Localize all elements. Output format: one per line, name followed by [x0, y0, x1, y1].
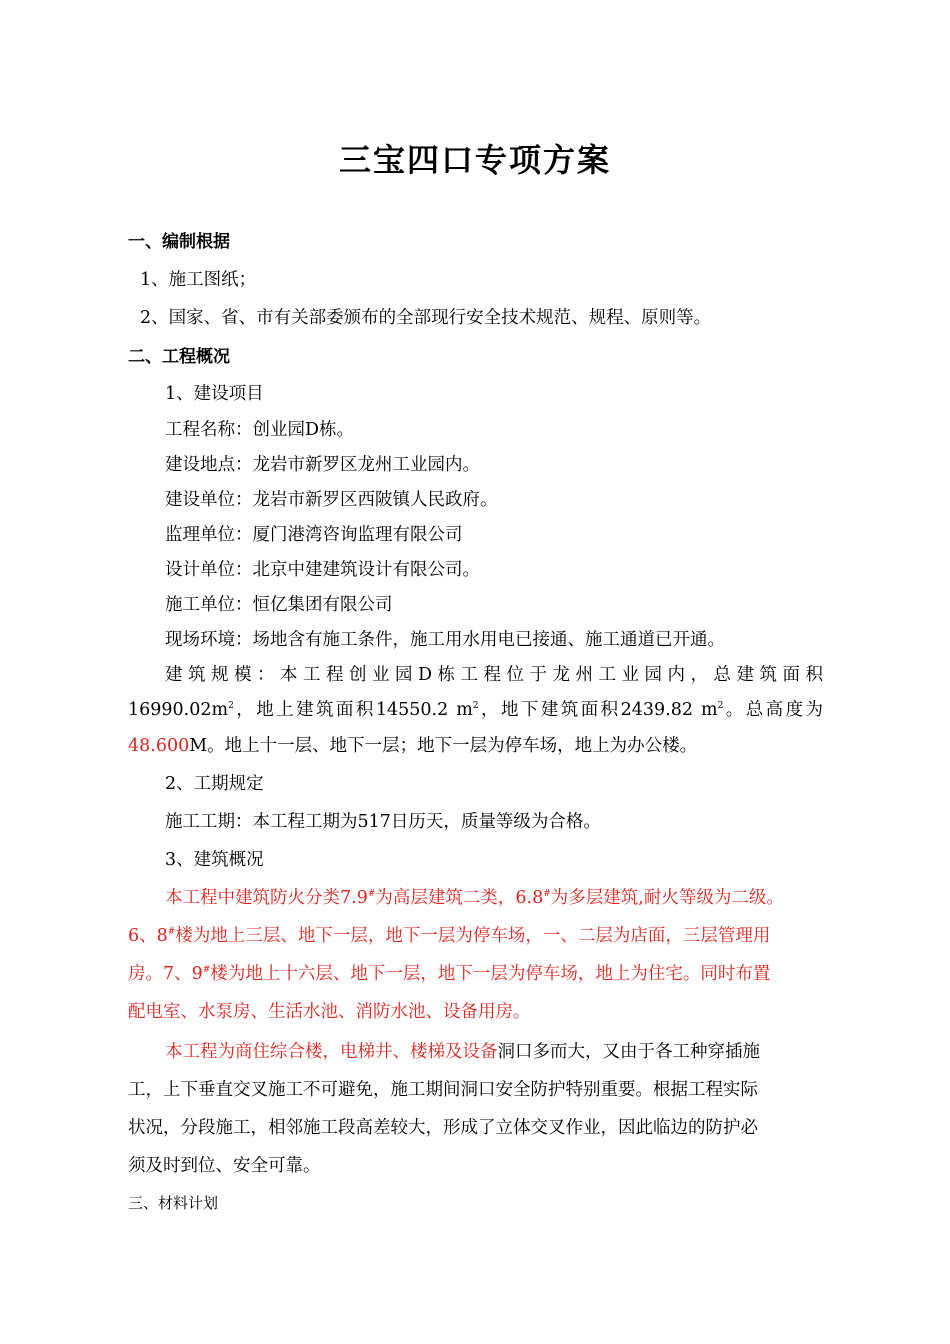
openings-para-line-2: 工，上下垂直交叉施工不可避免，施工期间洞口安全防护特别重要。根据工程实际 [128, 1080, 758, 1100]
project-environment: 现场环境：场地含有施工条件，施工用水用电已接通、施工通道已开通。 [165, 630, 725, 650]
building-para-line-4: 配电室、水泵房、生活水池、消防水池、设备用房。 [128, 1002, 531, 1022]
building-para-line-1: 本工程中建筑防火分类7.9#为高层建筑二类，6.8#为多层建筑,耐火等级为二级。 [165, 888, 784, 908]
subheading-project: 1、建设项目 [165, 384, 264, 404]
openings-para-line-3: 状况，分段施工，相邻施工段高差较大，形成了立体交叉作业，因此临边的防护必 [128, 1118, 758, 1138]
subheading-building: 3、建筑概况 [165, 850, 264, 870]
basis-item-1: 1、施工图纸； [140, 270, 257, 290]
openings-para-line-1: 本工程为商住综合楼，电梯井、楼梯及设备洞口多而大，又由于各工种穿插施 [165, 1042, 760, 1062]
scale-line-3: 48.600M。地上十一层、地下一层；地下一层为停车场，地上为办公楼。 [128, 736, 698, 756]
openings-para-line-4: 须及时到位、安全可靠。 [128, 1156, 321, 1176]
scale-line-1: 建筑规模：本工程创业园D栋工程位于龙州工业园内，总建筑面积 [165, 665, 823, 685]
project-contractor: 施工单位：恒亿集团有限公司 [165, 595, 393, 615]
project-builder: 建设单位：龙岩市新罗区西陂镇人民政府。 [165, 490, 498, 510]
project-designer: 设计单位：北京中建建筑设计有限公司。 [165, 560, 480, 580]
project-supervisor: 监理单位：厦门港湾咨询监理有限公司 [165, 525, 463, 545]
subheading-period: 2、工期规定 [165, 774, 264, 794]
building-para-line-3: 房。7、9#楼为地上十六层、地下一层，地下一层为停车场，地上为住宅。同时布置 [128, 964, 771, 984]
page-title: 三宝四口专项方案 [338, 141, 611, 179]
project-name: 工程名称：创业园D栋。 [165, 420, 355, 440]
basis-item-2: 2、国家、省、市有关部委颁布的全部现行安全技术规范、规程、原则等。 [140, 308, 712, 328]
building-para-line-2: 6、8#楼为地上三层、地下一层，地下一层为停车场，一、二层为店面，三层管理用 [128, 926, 771, 946]
scale-line-2: $16990.02m^2$，地上建筑面积14550.2 $m^2$，地下建筑面积2439.82 $m^2$。总高度为 [128, 700, 824, 720]
section-heading-overview: 二、工程概况 [128, 347, 230, 367]
section-heading-materials: 三、材料计划 [128, 1194, 219, 1212]
construction-period: 施工工期：本工程工期为517日历天，质量等级为合格。 [165, 812, 601, 832]
project-location: 建设地点：龙岩市新罗区龙州工业园内。 [165, 455, 480, 475]
section-heading-basis: 一、编制根据 [128, 232, 230, 252]
height-value: 48.600 [128, 736, 190, 756]
